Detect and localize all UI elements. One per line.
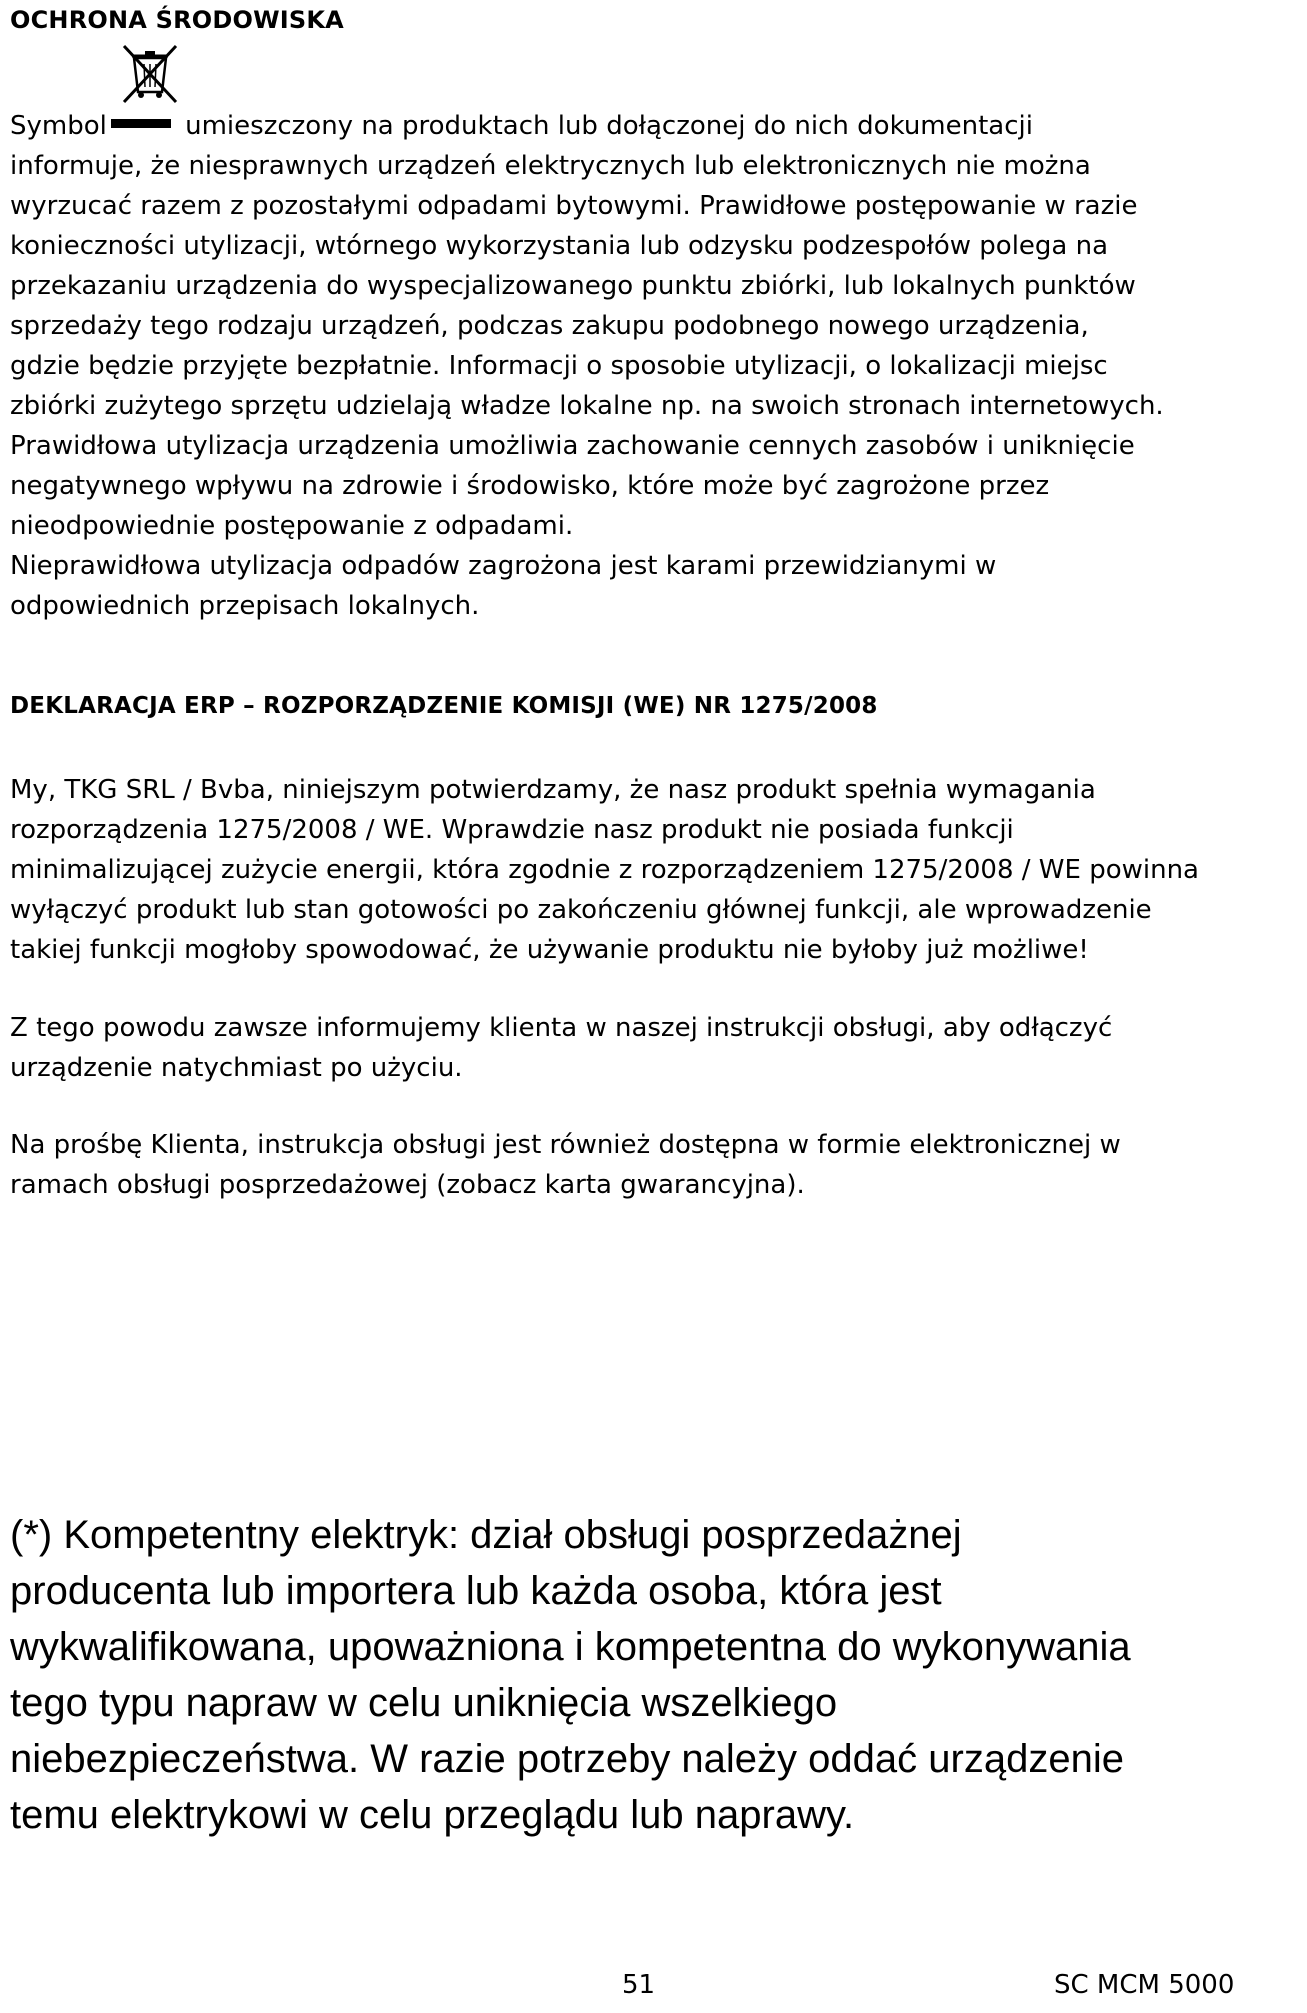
- crossed-out-wheelie-bin-icon: [112, 40, 186, 112]
- erp-paragraph-3: [10, 1125, 1300, 1205]
- text-line: Symbol umieszczony na produktach lub dołączonej do nich dokumentacji: [10, 111, 1033, 141]
- text-line: gdzie będzie przyjęte bezpłatnie. Informacji o sposobie utylizacji, o lokalizacji miejsc: [10, 351, 1108, 381]
- text-line: wyrzucać razem z pozostałymi odpadami bytowymi. Prawidłowe postępowanie w razie: [10, 191, 1138, 221]
- text-line: sprzedaży tego rodzaju urządzeń, podczas zakupu podobnego nowego urządzenia,: [10, 311, 1089, 341]
- page-number: 51: [622, 1970, 656, 2000]
- text-line: wyłączyć produkt lub stan gotowości po zakończeniu głównej funkcji, ale wprowadzenie: [10, 895, 1152, 925]
- text-line: negatywnego wpływu na zdrowie i środowisko, które może być zagrożone przez: [10, 471, 1050, 501]
- text-line: producenta lub importera lub każda osoba, która jest: [10, 1569, 942, 1613]
- text-line: informuje, że niesprawnych urządzeń elektrycznych lub elektronicznych nie można: [10, 151, 1091, 181]
- text-line: konieczności utylizacji, wtórnego wykorzystania lub odzysku podzespołów polega na: [10, 231, 1109, 261]
- text-line: temu elektrykowi w celu przeglądu lub naprawy.: [10, 1793, 855, 1837]
- text-line: My, TKG SRL / Bvba, niniejszym potwierdzamy, że nasz produkt spełnia wymagania: [10, 775, 1096, 805]
- erp-heading: DEKLARACJA ERP – ROZPORZĄDZENIE KOMISJI (WE) NR 1275/2008: [10, 693, 878, 719]
- text-line: Prawidłowa utylizacja urządzenia umożliwia zachowanie cennych zasobów i uniknięcie: [10, 431, 1135, 461]
- text-line: rozporządzenia 1275/2008 / WE. Wprawdzie nasz produkt nie posiada funkcji: [10, 815, 1014, 845]
- erp-paragraph-1: [10, 770, 1300, 970]
- environment-heading: OCHRONA ŚRODOWISKA: [10, 6, 344, 34]
- text-line: (*) Kompetentny elektryk: dział obsługi posprzedażnej: [10, 1513, 962, 1557]
- text-line: nieodpowiednie postępowanie z odpadami.: [10, 511, 574, 541]
- environment-paragraph: [10, 106, 1300, 626]
- model-number: SC MCM 5000: [1054, 1970, 1235, 2000]
- text-line: Z tego powodu zawsze informujemy klienta w naszej instrukcji obsługi, aby odłączyć: [10, 1013, 1113, 1043]
- text-line: Na prośbę Klienta, instrukcja obsługi jest również dostępna w formie elektronicznej w: [10, 1130, 1121, 1160]
- text-line: tego typu napraw w celu uniknięcia wszelkiego: [10, 1681, 838, 1725]
- text-line: takiej funkcji mogłoby spowodować, że używanie produktu nie byłoby już możliwe!: [10, 935, 1089, 965]
- text-line: niebezpieczeństwa. W razie potrzeby należy oddać urządzenie: [10, 1737, 1124, 1781]
- text-line: Nieprawidłowa utylizacja odpadów zagrożona jest karami przewidzianymi w: [10, 551, 997, 581]
- text-line: przekazaniu urządzenia do wyspecjalizowanego punktu zbiórki, lub lokalnych punktów: [10, 271, 1136, 301]
- text-line: zbiórki zużytego sprzętu udzielają władze lokalne np. na swoich stronach internetowych.: [10, 391, 1164, 421]
- text-line: urządzenie natychmiast po użyciu.: [10, 1053, 463, 1083]
- symbol-bar-icon: [111, 119, 171, 128]
- symbol-word: Symbol: [10, 111, 107, 141]
- erp-paragraph-2: [10, 1008, 1300, 1088]
- text-line: wykwalifikowana, upoważniona i kompetentna do wykonywania: [10, 1625, 1131, 1669]
- text-line: odpowiednich przepisach lokalnych.: [10, 591, 480, 621]
- electrician-note: [10, 1507, 1300, 1843]
- text-line: ramach obsługi posprzedażowej (zobacz karta gwarancyjna).: [10, 1170, 805, 1200]
- text-line: minimalizującej zużycie energii, która zgodnie z rozporządzeniem 1275/2008 / WE powinna: [10, 855, 1199, 885]
